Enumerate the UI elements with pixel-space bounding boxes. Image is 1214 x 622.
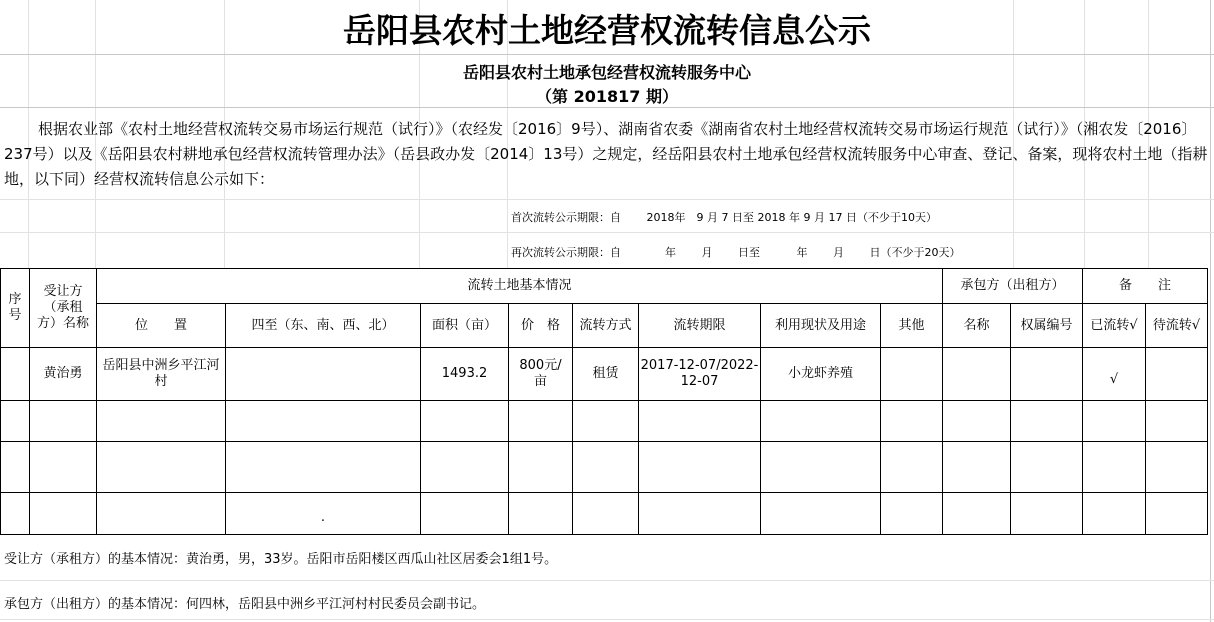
page-title: 岳阳县农村土地经营权流转信息公示 (343, 11, 871, 50)
header-pending: 待流转√ (1146, 304, 1208, 348)
table-row (1, 442, 1208, 493)
gridline (0, 580, 1214, 581)
gridline (0, 619, 1214, 620)
cell-other (881, 348, 943, 401)
cell-price: 800元/亩 (509, 348, 573, 401)
table-row (1, 493, 1208, 535)
transfer-info-table (0, 268, 1208, 535)
header-other: 其他 (881, 304, 943, 348)
second-notice-period: 再次流转公示期限：自 年 月 日至 年 月 日（不少于20天） (511, 246, 961, 259)
header-area: 面积（亩） (421, 304, 509, 348)
intro-paragraph (4, 117, 1210, 192)
transferee-info: 受让方（承租方）的基本情况：黄治勇，男，33岁。岳阳市岳阳楼区西瓜山社区居委会1组1号。 (4, 552, 558, 567)
cell-transferred: √ (1083, 348, 1146, 401)
cell-method: 租赁 (573, 348, 639, 401)
gridline (0, 199, 1214, 200)
cell-ownership (1011, 348, 1083, 401)
issue-number: （第 201817 期） (536, 87, 678, 106)
gridline (0, 107, 1214, 108)
cell-transferee: 黄治勇 (30, 348, 97, 401)
table-row (1, 401, 1208, 442)
cell-boundaries (226, 348, 421, 401)
cell-pending (1146, 348, 1208, 401)
cell-usage: 小龙虾养殖 (761, 348, 881, 401)
intro-text: 根据农业部《农村土地经营权流转交易市场运行规范（试行）》（农经发〔2016〕9号）、湖南省农委《湖南省农村土地经营权流转交易市场运行规范（试行）》（湘农发〔2016〕237号）以及《岳阳县农村耕地承包经营权流转管理办法》（岳县政办发〔2014〕13号）之规定，经岳阳县农村土地承包经营权流转服务中心审查、登记、备案，现将农村土地（指耕地，以下同）经营权流转信息公示如下： (4, 120, 1208, 188)
header-transferred: 已流转√ (1083, 304, 1146, 348)
gridline (0, 54, 1214, 55)
header-transferee: 受让方（承租方）名称 (30, 269, 97, 348)
cell-area: 1493.2 (421, 348, 509, 401)
header-price: 价 格 (509, 304, 573, 348)
cell-name (943, 348, 1011, 401)
contractor-info: 承包方（出租方）的基本情况：何四林，岳阳县中洲乡平江河村村民委员会副书记。 (4, 597, 486, 612)
header-boundaries: 四至（东、南、西、北） (226, 304, 421, 348)
header-period: 流转期限 (639, 304, 761, 348)
cell-seq (1, 348, 30, 401)
header-remarks: 备 注 (1083, 269, 1208, 304)
organization-subtitle: 岳阳县农村土地承包经营权流转服务中心 (462, 63, 751, 82)
table-row (1, 348, 1208, 401)
header-usage: 利用现状及用途 (761, 304, 881, 348)
header-location: 位 置 (97, 304, 226, 348)
gridline (0, 232, 1214, 233)
header-land-info: 流转土地基本情况 (97, 269, 943, 304)
cell-location: 岳阳县中洲乡平江河村 (97, 348, 226, 401)
header-ownership: 权属编号 (1011, 304, 1083, 348)
cell-period: 2017-12-07/2022-12-07 (639, 348, 761, 401)
header-method: 流转方式 (573, 304, 639, 348)
header-seq: 序号 (1, 269, 30, 348)
first-notice-period: 首次流转公示期限：自 2018年 9 月 7 日至 2018 年 9 月 17 日（不少于10天） (511, 211, 937, 224)
header-name: 名称 (943, 304, 1011, 348)
stray-dot: . (226, 493, 421, 535)
header-contractor: 承包方（出租方） (943, 269, 1083, 304)
